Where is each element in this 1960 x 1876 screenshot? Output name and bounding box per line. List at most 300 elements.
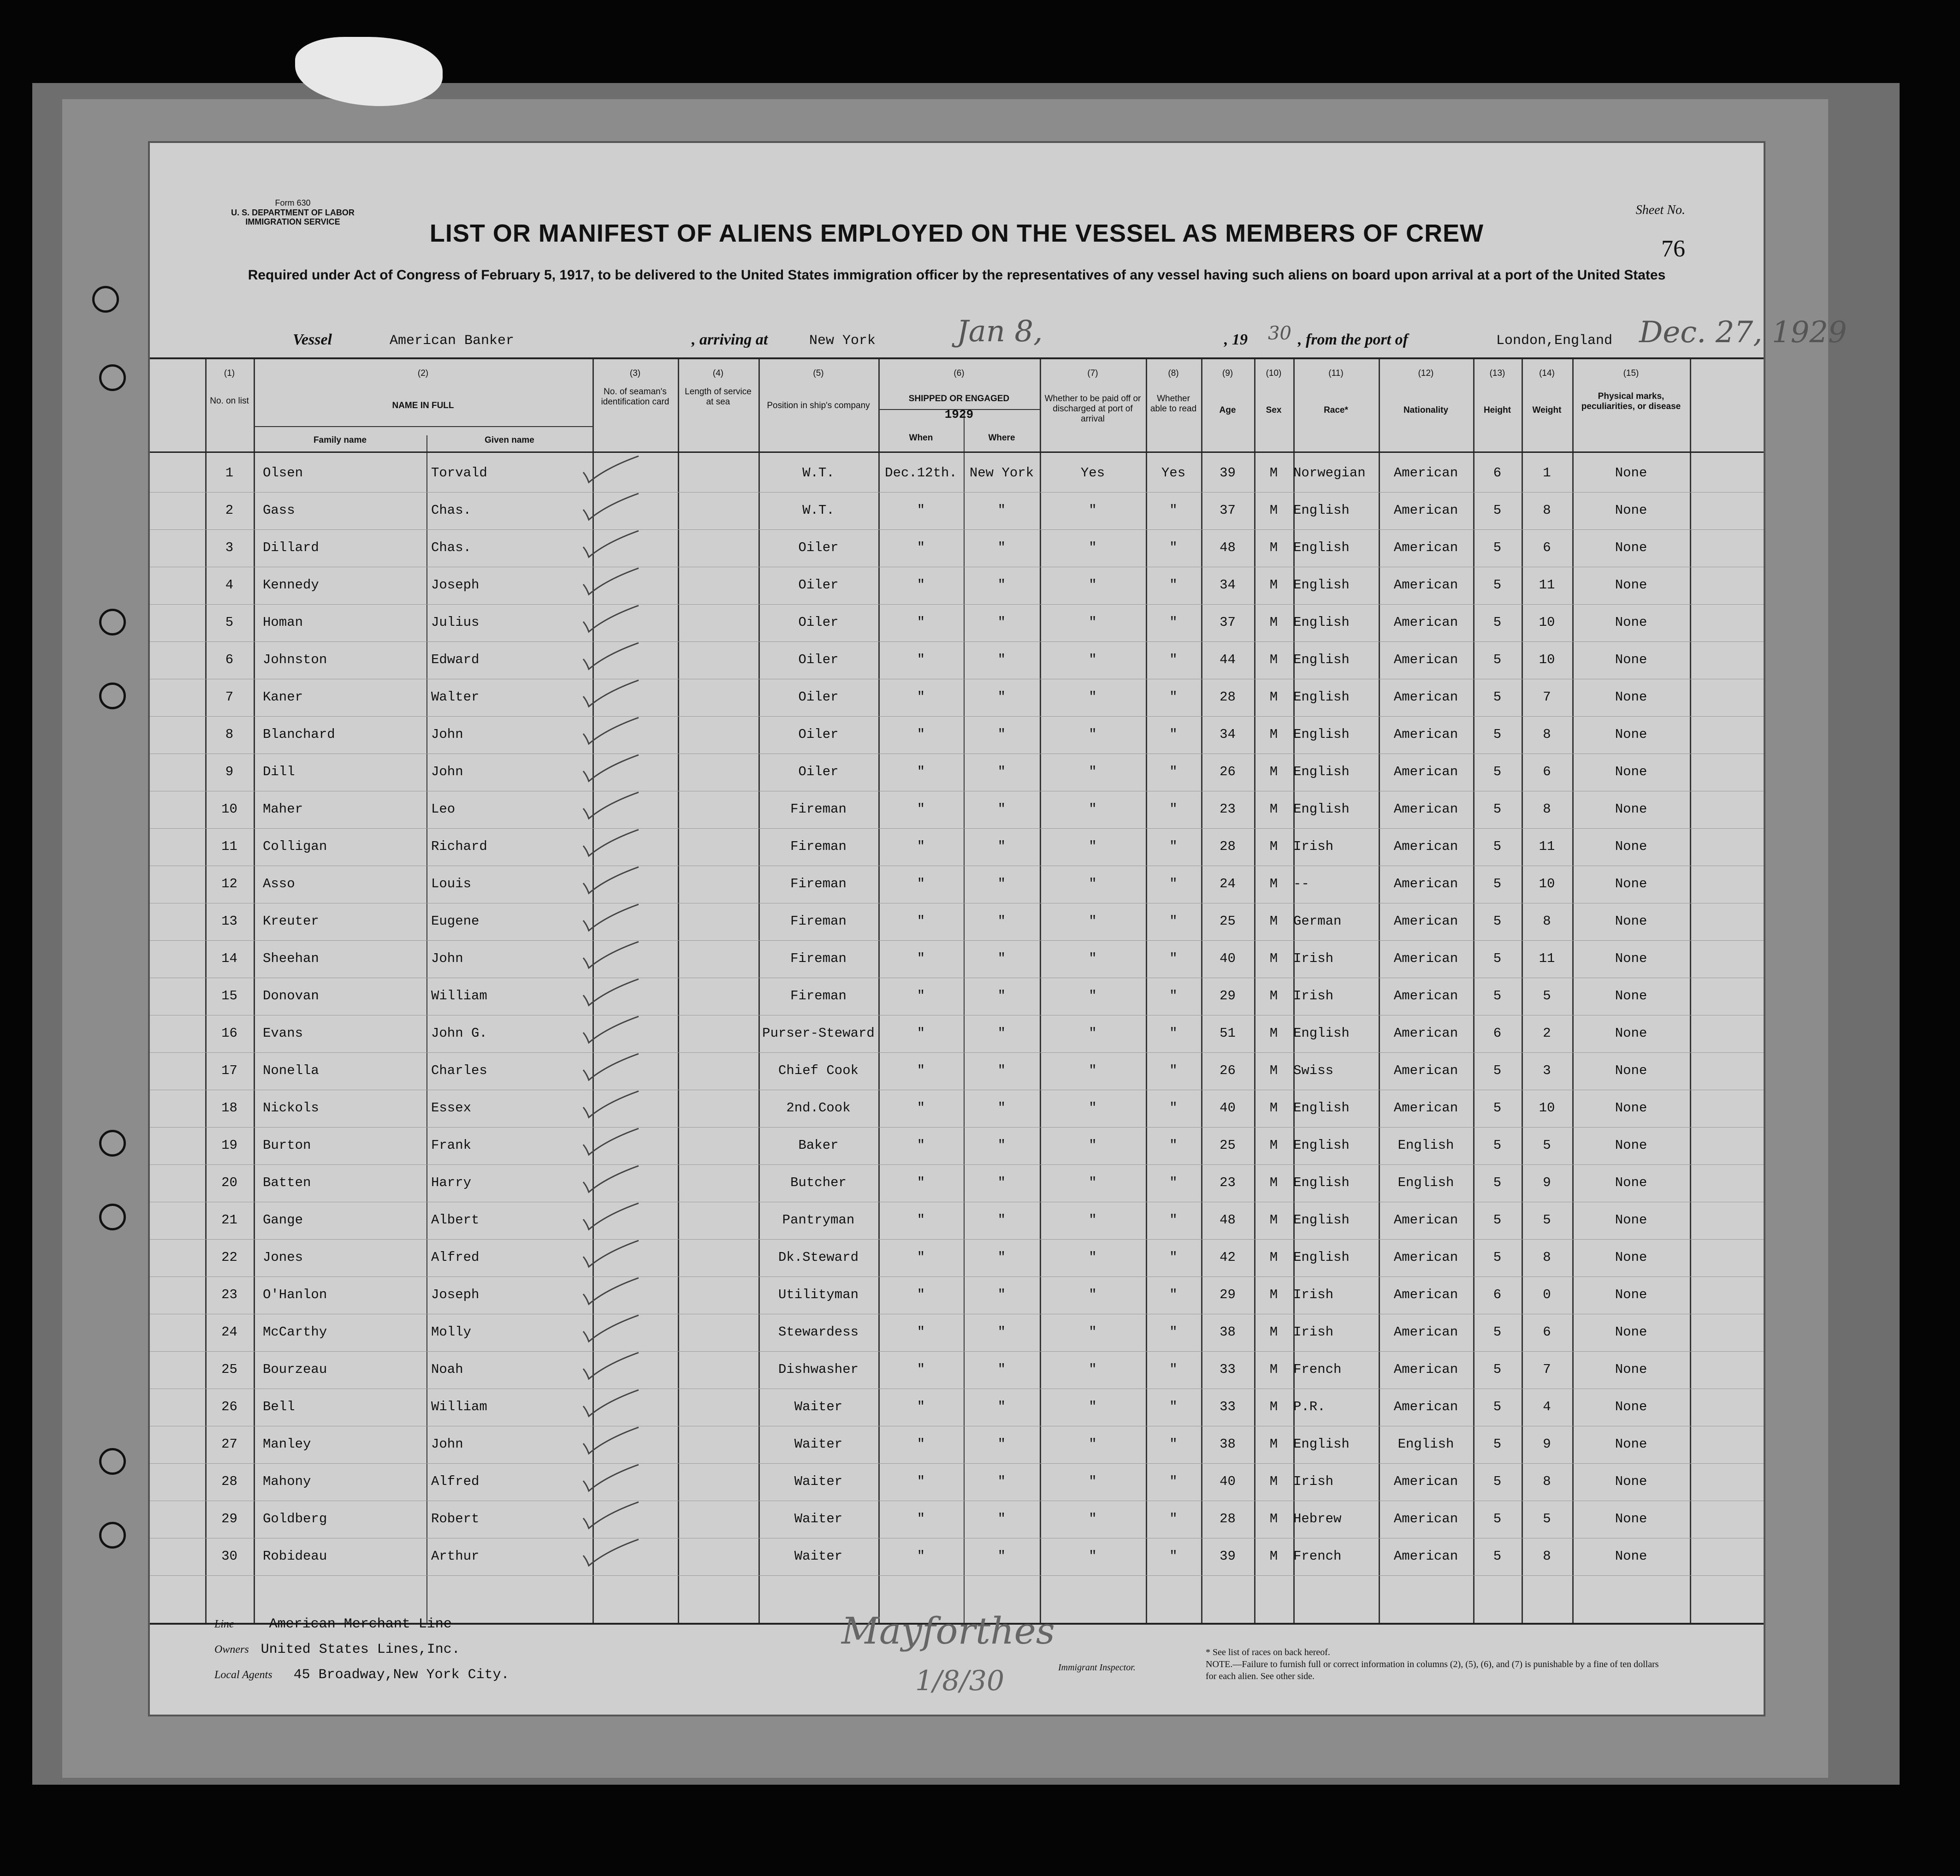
agents-field	[214, 1667, 509, 1683]
cell-physical-marks: None	[1615, 839, 1647, 854]
cell-row-number: 6	[225, 652, 234, 667]
cell-position: Waiter	[794, 1474, 843, 1489]
cell-sex: M	[1269, 1100, 1278, 1116]
check-mark	[574, 1388, 643, 1420]
cell-physical-marks: None	[1615, 1399, 1647, 1414]
cell-weight: 8	[1543, 1549, 1551, 1564]
cell-family-name: Kaner	[263, 689, 303, 705]
cell-sex: M	[1269, 615, 1278, 630]
cell-row-number: 24	[221, 1324, 237, 1340]
header-paid-off: Whether to be paid off or discharged at port of arrival	[1044, 394, 1141, 424]
cell-paid-off: "	[1089, 1362, 1097, 1377]
cell-height: 6	[1493, 1287, 1502, 1302]
cell-row-number: 14	[221, 951, 237, 966]
check-mark	[574, 827, 643, 860]
cell-nationality: American	[1393, 988, 1458, 1003]
check-mark	[574, 902, 643, 934]
cell-shipped-where: "	[997, 988, 1006, 1003]
cell-nationality: American	[1393, 1063, 1458, 1078]
cell-family-name: Johnston	[263, 652, 327, 667]
row-rule	[150, 604, 1764, 605]
cell-given-name: John	[431, 727, 463, 742]
cell-age: 34	[1220, 727, 1236, 742]
check-mark	[574, 1164, 643, 1196]
cell-age: 39	[1220, 1549, 1236, 1564]
cell-race: P.R.	[1293, 1399, 1326, 1414]
cell-paid-off: "	[1089, 914, 1097, 929]
cell-family-name: Dillard	[263, 540, 319, 555]
cell-sex: M	[1269, 1175, 1278, 1190]
cell-physical-marks: None	[1615, 503, 1647, 518]
cell-weight: 8	[1543, 503, 1551, 518]
cell-race: English	[1293, 689, 1350, 705]
cell-family-name: McCarthy	[263, 1324, 327, 1340]
cell-nationality: American	[1393, 839, 1458, 854]
cell-paid-off: "	[1089, 1100, 1097, 1116]
cell-able-to-read: "	[1169, 652, 1178, 667]
document-title: LIST OR MANIFEST OF ALIENS EMPLOYED ON THE VESSEL AS MEMBERS OF CREW	[429, 220, 1484, 247]
cell-position: Waiter	[794, 1399, 843, 1414]
check-mark	[574, 865, 643, 897]
cell-shipped-when: "	[917, 1100, 925, 1116]
cell-age: 37	[1220, 615, 1236, 630]
cell-height: 5	[1493, 540, 1502, 555]
cell-given-name: John	[431, 1437, 463, 1452]
cell-nationality: American	[1393, 1549, 1458, 1564]
year-label: , 19	[1224, 331, 1248, 348]
cell-sex: M	[1269, 503, 1278, 518]
cell-row-number: 4	[225, 577, 234, 593]
header-no-on-list: No. on list	[210, 396, 249, 406]
cell-given-name: Edward	[431, 652, 480, 667]
owners-value: United States Lines,Inc.	[261, 1642, 460, 1657]
cell-row-number: 11	[221, 839, 237, 854]
header-weight: Weight	[1532, 405, 1562, 415]
cell-given-name: Louis	[431, 876, 472, 891]
cell-paid-off: "	[1089, 1474, 1097, 1489]
cell-age: 51	[1220, 1026, 1236, 1041]
cell-sex: M	[1269, 1511, 1278, 1526]
cell-shipped-where: "	[997, 1324, 1006, 1340]
cell-physical-marks: None	[1615, 652, 1647, 667]
cell-nationality: American	[1393, 1362, 1458, 1377]
check-mark	[574, 1051, 643, 1084]
col-num-12: (12)	[1418, 368, 1434, 378]
cell-race: English	[1293, 1437, 1350, 1452]
cell-given-name: Molly	[431, 1324, 472, 1340]
cell-able-to-read: "	[1169, 1549, 1178, 1564]
cell-shipped-when: "	[917, 839, 925, 854]
cell-nationality: American	[1393, 1212, 1458, 1228]
cell-shipped-where: New York	[969, 465, 1034, 481]
cell-shipped-where: "	[997, 1026, 1006, 1041]
cell-age: 33	[1220, 1399, 1236, 1414]
cell-physical-marks: None	[1615, 577, 1647, 593]
cell-race: French	[1293, 1549, 1342, 1564]
cell-shipped-where: "	[997, 1100, 1006, 1116]
cell-row-number: 20	[221, 1175, 237, 1190]
col-num-5: (5)	[813, 368, 824, 378]
col-num-11: (11)	[1328, 368, 1344, 378]
cell-nationality: American	[1393, 1250, 1458, 1265]
cell-shipped-where: "	[997, 503, 1006, 518]
cell-physical-marks: None	[1615, 1511, 1647, 1526]
cell-position: Oiler	[798, 764, 839, 779]
cell-shipped-where: "	[997, 615, 1006, 630]
cell-family-name: Donovan	[263, 988, 319, 1003]
check-mark	[574, 1425, 643, 1457]
cell-position: Oiler	[798, 577, 839, 593]
check-mark	[574, 939, 643, 972]
binder-hole	[99, 1130, 126, 1157]
cell-nationality: American	[1393, 689, 1458, 705]
check-mark	[574, 1537, 643, 1569]
cell-weight: 8	[1543, 914, 1551, 929]
cell-height: 6	[1493, 1026, 1502, 1041]
cell-height: 5	[1493, 801, 1502, 817]
cell-height: 5	[1493, 951, 1502, 966]
cell-nationality: American	[1393, 615, 1458, 630]
cell-paid-off: "	[1089, 988, 1097, 1003]
cell-age: 28	[1220, 689, 1236, 705]
cell-position: Fireman	[790, 839, 847, 854]
footer-note	[1206, 1646, 1667, 1682]
cell-nationality: American	[1393, 1026, 1458, 1041]
header-shipped-or-engaged: SHIPPED OR ENGAGED	[908, 394, 1010, 404]
cell-given-name: William	[431, 1399, 487, 1414]
cell-height: 5	[1493, 1437, 1502, 1452]
cell-weight: 1	[1543, 465, 1551, 481]
cell-shipped-where: "	[997, 540, 1006, 555]
cell-weight: 8	[1543, 801, 1551, 817]
line-field	[214, 1616, 452, 1632]
cell-nationality: American	[1393, 876, 1458, 891]
cell-able-to-read: "	[1169, 1250, 1178, 1265]
cell-weight: 8	[1543, 1250, 1551, 1265]
cell-able-to-read: "	[1169, 540, 1178, 555]
cell-nationality: American	[1393, 914, 1458, 929]
cell-position: W.T.	[802, 465, 835, 481]
check-mark	[574, 753, 643, 785]
cell-row-number: 19	[221, 1138, 237, 1153]
cell-nationality: American	[1393, 577, 1458, 593]
cell-nationality: English	[1397, 1437, 1454, 1452]
col-num-2: (2)	[417, 368, 429, 378]
cell-nationality: American	[1393, 540, 1458, 555]
cell-nationality: American	[1393, 1100, 1458, 1116]
header-name-in-full: NAME IN FULL	[392, 401, 454, 410]
cell-position: Utilityman	[778, 1287, 859, 1302]
binder-hole	[99, 1522, 126, 1549]
cell-family-name: Bell	[263, 1399, 295, 1414]
cell-paid-off: "	[1089, 1026, 1097, 1041]
cell-sex: M	[1269, 801, 1278, 817]
cell-race: Irish	[1293, 1324, 1334, 1340]
row-rule	[150, 940, 1764, 941]
cell-position: Pantryman	[782, 1212, 855, 1228]
cell-height: 5	[1493, 876, 1502, 891]
cell-position: Oiler	[798, 727, 839, 742]
cell-row-number: 27	[221, 1437, 237, 1452]
cell-weight: 8	[1543, 1474, 1551, 1489]
cell-paid-off: "	[1089, 801, 1097, 817]
cell-shipped-where: "	[997, 1474, 1006, 1489]
cell-shipped-when: "	[917, 1511, 925, 1526]
check-mark	[574, 566, 643, 598]
cell-shipped-where: "	[997, 577, 1006, 593]
cell-shipped-when: "	[917, 1437, 925, 1452]
cell-sex: M	[1269, 1549, 1278, 1564]
col-num-14: (14)	[1539, 368, 1555, 378]
cell-race: Irish	[1293, 988, 1334, 1003]
cell-shipped-where: "	[997, 1287, 1006, 1302]
cell-weight: 9	[1543, 1437, 1551, 1452]
check-mark	[574, 1350, 643, 1383]
cell-race: Hebrew	[1293, 1511, 1342, 1526]
check-mark	[574, 715, 643, 748]
cell-nationality: English	[1397, 1138, 1454, 1153]
cell-weight: 11	[1539, 951, 1555, 966]
row-rule	[150, 641, 1764, 642]
cell-age: 38	[1220, 1324, 1236, 1340]
cell-sex: M	[1269, 1212, 1278, 1228]
cell-shipped-when: "	[917, 951, 925, 966]
cell-race: English	[1293, 652, 1350, 667]
cell-nationality: American	[1393, 652, 1458, 667]
cell-age: 29	[1220, 1287, 1236, 1302]
cell-physical-marks: None	[1615, 727, 1647, 742]
cell-weight: 4	[1543, 1399, 1551, 1414]
cell-paid-off: "	[1089, 615, 1097, 630]
cell-shipped-when: "	[917, 1474, 925, 1489]
cell-given-name: Harry	[431, 1175, 472, 1190]
col-num-4: (4)	[712, 368, 724, 378]
cell-paid-off: "	[1089, 1324, 1097, 1340]
col-num-1: (1)	[224, 368, 235, 378]
cell-physical-marks: None	[1615, 1175, 1647, 1190]
cell-paid-off: "	[1089, 1175, 1097, 1190]
cell-weight: 7	[1543, 689, 1551, 705]
cell-height: 5	[1493, 503, 1502, 518]
cell-age: 44	[1220, 652, 1236, 667]
cell-able-to-read: "	[1169, 689, 1178, 705]
cell-physical-marks: None	[1615, 914, 1647, 929]
cell-shipped-when: "	[917, 1063, 925, 1078]
manifest-sheet	[150, 143, 1847, 1715]
cell-given-name: Alfred	[431, 1474, 480, 1489]
cell-race: English	[1293, 615, 1350, 630]
cell-physical-marks: None	[1615, 1437, 1647, 1452]
cell-family-name: Kreuter	[263, 914, 319, 929]
check-mark	[574, 790, 643, 822]
cell-sex: M	[1269, 988, 1278, 1003]
cell-family-name: Manley	[263, 1437, 311, 1452]
cell-weight: 10	[1539, 652, 1555, 667]
cell-sex: M	[1269, 1324, 1278, 1340]
binder-hole	[99, 609, 126, 635]
cell-weight: 11	[1539, 839, 1555, 854]
agents-value: 45 Broadway,New York City.	[293, 1667, 509, 1683]
cell-physical-marks: None	[1615, 764, 1647, 779]
cell-race: Norwegian	[1293, 465, 1366, 481]
check-mark	[574, 528, 643, 561]
cell-given-name: Walter	[431, 689, 480, 705]
cell-shipped-when: "	[917, 503, 925, 518]
cell-shipped-when: "	[917, 652, 925, 667]
cell-row-number: 2	[225, 503, 234, 518]
cell-physical-marks: None	[1615, 1063, 1647, 1078]
departure-date-handwritten: Dec. 27, 1929	[1639, 315, 1847, 350]
cell-age: 28	[1220, 839, 1236, 854]
cell-height: 5	[1493, 1362, 1502, 1377]
cell-able-to-read: "	[1169, 1026, 1178, 1041]
cell-shipped-when: "	[917, 577, 925, 593]
cell-shipped-where: "	[997, 839, 1006, 854]
cell-height: 5	[1493, 577, 1502, 593]
cell-age: 40	[1220, 951, 1236, 966]
cell-family-name: Nonella	[263, 1063, 319, 1078]
cell-family-name: Sheehan	[263, 951, 319, 966]
cell-row-number: 7	[225, 689, 234, 705]
cell-age: 38	[1220, 1437, 1236, 1452]
cell-nationality: American	[1393, 465, 1458, 481]
row-rule	[150, 492, 1764, 493]
cell-height: 5	[1493, 764, 1502, 779]
cell-race: English	[1293, 1212, 1350, 1228]
cell-race: Irish	[1293, 839, 1334, 854]
cell-shipped-where: "	[997, 1250, 1006, 1265]
cell-shipped-where: "	[997, 1138, 1006, 1153]
cell-shipped-where: "	[997, 801, 1006, 817]
cell-able-to-read: "	[1169, 839, 1178, 854]
cell-age: 28	[1220, 1511, 1236, 1526]
cell-given-name: Robert	[431, 1511, 480, 1526]
cell-given-name: Frank	[431, 1138, 472, 1153]
cell-physical-marks: None	[1615, 1100, 1647, 1116]
cell-race: English	[1293, 727, 1350, 742]
cell-sex: M	[1269, 652, 1278, 667]
col-num-9: (9)	[1222, 368, 1233, 378]
cell-height: 5	[1493, 1212, 1502, 1228]
cell-nationality: American	[1393, 503, 1458, 518]
cell-physical-marks: None	[1615, 801, 1647, 817]
col-num-8: (8)	[1168, 368, 1179, 378]
cell-race: English	[1293, 503, 1350, 518]
header-age: Age	[1219, 405, 1236, 415]
cell-age: 40	[1220, 1474, 1236, 1489]
cell-family-name: Gass	[263, 503, 295, 518]
inspection-date: 1/8/30	[915, 1665, 1005, 1697]
header-length-of-service: Length of service at sea	[685, 387, 752, 407]
cell-age: 29	[1220, 988, 1236, 1003]
cell-weight: 5	[1543, 988, 1551, 1003]
cell-height: 5	[1493, 914, 1502, 929]
cell-row-number: 9	[225, 764, 234, 779]
cell-sex: M	[1269, 1138, 1278, 1153]
cell-shipped-when: "	[917, 764, 925, 779]
check-mark	[574, 1313, 643, 1345]
cell-able-to-read: "	[1169, 914, 1178, 929]
header-when: When	[909, 433, 933, 443]
cell-paid-off: "	[1089, 951, 1097, 966]
cell-position: Fireman	[790, 914, 847, 929]
department-name: U. S. DEPARTMENT OF LABOR	[231, 208, 355, 217]
cell-physical-marks: None	[1615, 1474, 1647, 1489]
cell-position: Purser-Steward	[762, 1026, 875, 1041]
cell-position: Waiter	[794, 1549, 843, 1564]
cell-given-name: Richard	[431, 839, 487, 854]
cell-row-number: 18	[221, 1100, 237, 1116]
cell-position: Oiler	[798, 540, 839, 555]
cell-physical-marks: None	[1615, 988, 1647, 1003]
cell-able-to-read: "	[1169, 1175, 1178, 1190]
cell-given-name: Noah	[431, 1362, 463, 1377]
binder-hole	[99, 1448, 126, 1475]
cell-shipped-where: "	[997, 1399, 1006, 1414]
cell-weight: 11	[1539, 577, 1555, 593]
cell-race: English	[1293, 1138, 1350, 1153]
cell-age: 23	[1220, 801, 1236, 817]
cell-row-number: 25	[221, 1362, 237, 1377]
cell-physical-marks: None	[1615, 1362, 1647, 1377]
cell-weight: 9	[1543, 1175, 1551, 1190]
row-rule	[150, 1164, 1764, 1165]
cell-family-name: Jones	[263, 1250, 303, 1265]
cell-paid-off: "	[1089, 689, 1097, 705]
cell-able-to-read: "	[1169, 876, 1178, 891]
header-shipped-year: 1929	[944, 408, 974, 422]
cell-position: Waiter	[794, 1511, 843, 1526]
penalty-note: NOTE.—Failure to furnish full or correct information in columns (2), (5), (6), and (7) is punishable by a fine of ten dollars for each alien. See other side.	[1206, 1659, 1659, 1681]
cell-paid-off: "	[1089, 540, 1097, 555]
cell-position: 2nd.Cook	[786, 1100, 851, 1116]
check-mark	[574, 1089, 643, 1121]
cell-height: 5	[1493, 1474, 1502, 1489]
cell-shipped-when: Dec.12th.	[885, 465, 957, 481]
header-family-name: Family name	[313, 435, 367, 445]
cell-family-name: Mahony	[263, 1474, 311, 1489]
cell-family-name: Blanchard	[263, 727, 335, 742]
cell-weight: 10	[1539, 876, 1555, 891]
cell-shipped-when: "	[917, 727, 925, 742]
check-mark	[574, 1276, 643, 1308]
cell-sex: M	[1269, 876, 1278, 891]
cell-able-to-read: "	[1169, 988, 1178, 1003]
from-port: London,England	[1496, 333, 1613, 349]
cell-row-number: 10	[221, 801, 237, 817]
cell-position: Dishwasher	[778, 1362, 859, 1377]
cell-given-name: Julius	[431, 615, 480, 630]
owners-label: Owners	[214, 1644, 249, 1656]
cell-given-name: John	[431, 951, 463, 966]
cell-given-name: Torvald	[431, 465, 487, 481]
from-port-label: , from the port of	[1298, 331, 1408, 348]
cell-able-to-read: "	[1169, 1362, 1178, 1377]
cell-paid-off: "	[1089, 1063, 1097, 1078]
cell-row-number: 22	[221, 1250, 237, 1265]
cell-shipped-when: "	[917, 988, 925, 1003]
check-mark	[574, 1462, 643, 1495]
cell-sex: M	[1269, 1250, 1278, 1265]
cell-row-number: 1	[225, 465, 234, 481]
cell-given-name: Joseph	[431, 577, 480, 593]
cell-race: Irish	[1293, 1287, 1334, 1302]
cell-shipped-where: "	[997, 1437, 1006, 1452]
cell-weight: 5	[1543, 1511, 1551, 1526]
cell-given-name: Charles	[431, 1063, 487, 1078]
check-mark	[574, 678, 643, 710]
cell-position: W.T.	[802, 503, 835, 518]
